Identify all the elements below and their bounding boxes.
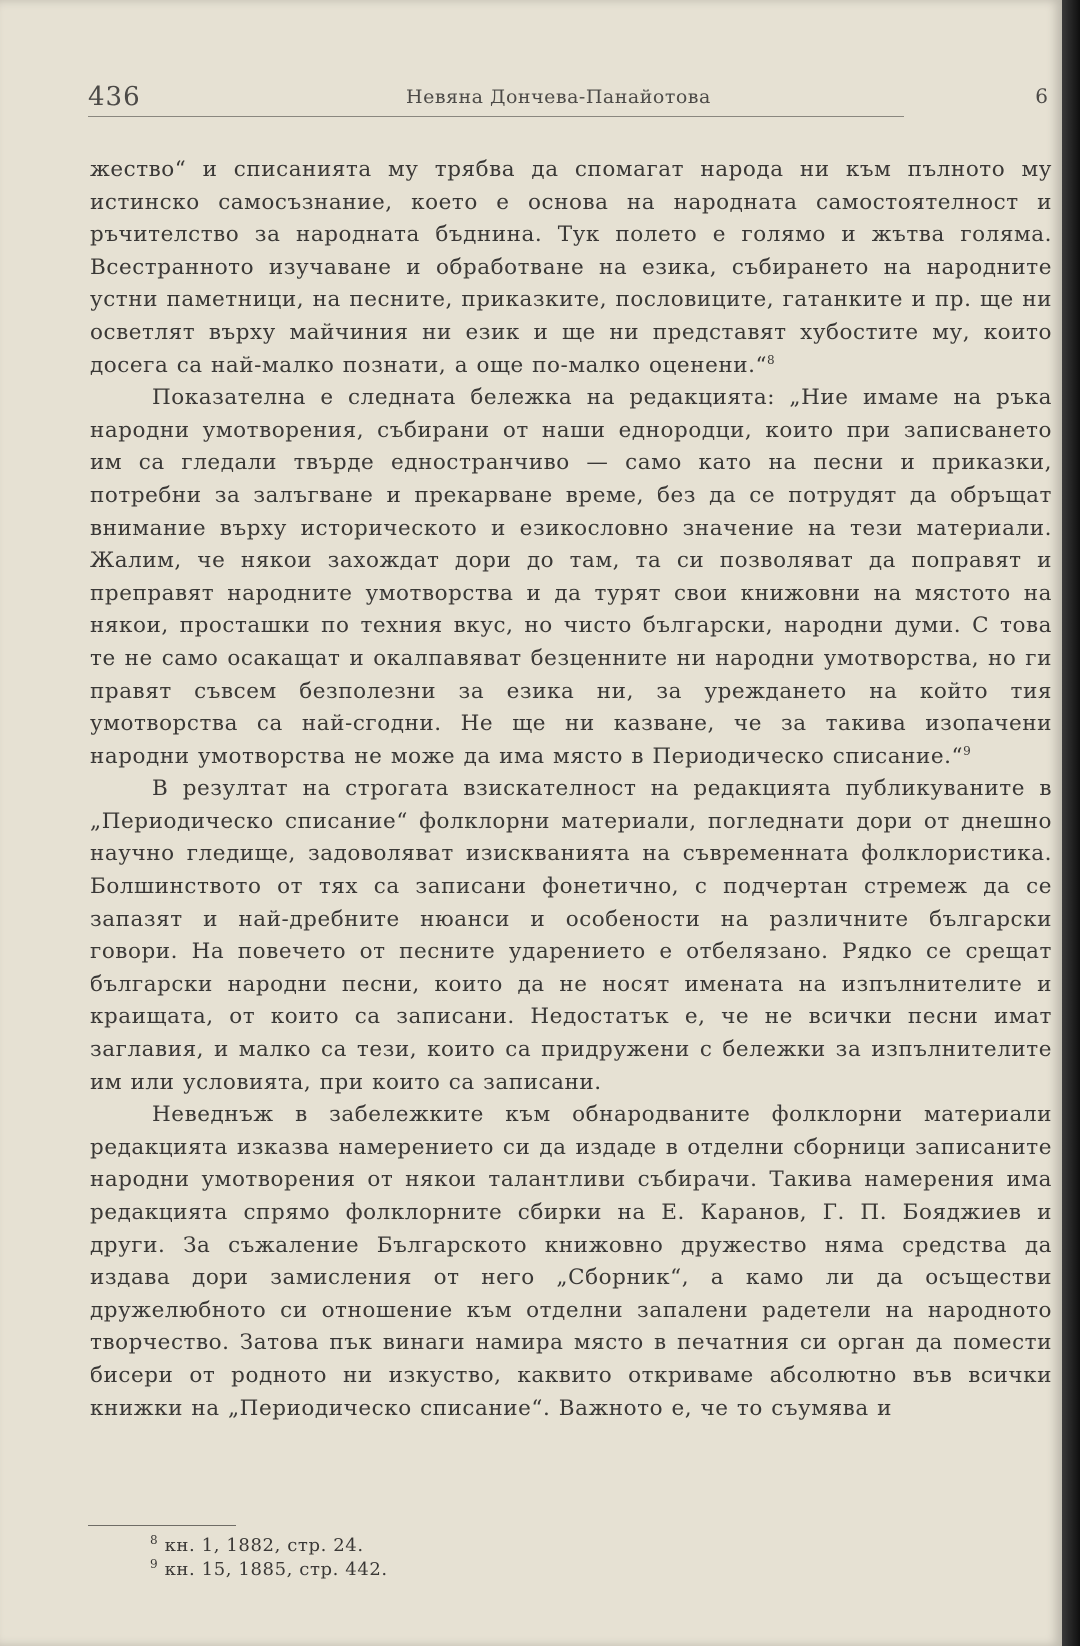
footnote-8 <box>150 1534 388 1558</box>
page-number: 436 <box>88 82 141 112</box>
header-rule <box>88 116 904 117</box>
footnote-9-text: кн. 15, 1885, стр. 442. <box>164 1559 388 1580</box>
paragraph-1-text: жество“ и списанията му трябва да спомагат народа ни към пълното му истинско самосъзнание, което е основа на народната самостоятелност и ръчителство за народната бъднина. Тук полето е голямо и жътва голяма. Всестранното изучаване и обработване на езика, събирането на народните устни паметници, на песните, приказките, пословиците, гатанките и пр. ще ни осветлят върху майчиния ни език и ще ни представят хубостите му, които досега са най-малко познати, а още по-малко оценени.“ <box>90 157 1052 378</box>
paragraph-4: Неведнъж в забележките към обнародваните фолклорни материали редакцията изказва намерението си да издаде в отделни сборници записаните народни умотворения от някои талантливи събирачи. Такива намерения има редакцията спрямо фолклорните сбирки на Е. Каранов, Г. П. Бояджиев и други. За съжаление Българското книжовно дружество няма средства да издава дори замисления от него „Сборник“, а камо ли да осъществи дружелюбното си отношение към отделни запалени радетели на народното творчество. Затова пък винаги намира място в печатния си орган да помести бисери от родното ни изкуство, каквито откриваме абсолютно във всички книжки на „Периодическо списание“. Важното е, че то съумява и <box>90 1102 1052 1421</box>
footnote-ref-8: 8 <box>767 352 776 367</box>
page-header <box>88 78 1048 118</box>
footnotes <box>150 1534 388 1582</box>
paragraph-2 <box>90 382 1052 773</box>
footnote-mark-9: 9 <box>150 1557 159 1571</box>
footnote-8-text: кн. 1, 1882, стр. 24. <box>164 1535 364 1556</box>
footnote-ref-9: 9 <box>963 743 972 758</box>
footnote-9 <box>150 1558 388 1582</box>
book-spine-edge <box>1062 0 1080 1646</box>
paragraph-3: В резултат на строгата взискателност на редакцията публикуваните в „Периодическо списание“ фолклорни материали, погледнати дори от днешно научно гледище, задоволяват изискванията на съвременната фолклористика. Болшинството от тях са записани фонетично, с подчертан стремеж да се запазят и най-дребните нюанси и особености на различните български говори. На повечето от песните ударението е отбелязано. Рядко се срещат български народни песни, които да не носят имената на изпълнителите и краищата, от които са записани. Недостатък е, че не всички песни имат заглавия, и малко са тези, които са придружени с бележки за изпълнителите им или условията, при които са записани. <box>90 776 1052 1095</box>
paragraph-1 <box>90 154 1052 382</box>
section-number: 6 <box>1035 84 1048 108</box>
running-head-author: Невяна Дончева-Панайотова <box>406 86 711 108</box>
paragraph-2-text: Показателна е следната бележка на редакцията: „Ние имаме на ръка народни умотворения, събирани от наши еднородци, които при записването им са гледали твърде едностранчиво — само като на песни и приказки, потребни за залъгване и прекарване време, без да се потрудят да обръщат внимание върху историческото и езикословно значение на тези материали. Жалим, че някои захождат дори до там, та си позволяват да поправят и преправят народните умотворства и да турят свои книжовни на мястото на някои, просташки по техния вкус, но чисто български, народни думи. С това те не само осакащат и окалпавяват безценните ни народни умотворства, но ги правят съвсем безполезни за езика ни, за уреждането на който тия умотворства са най-сгодни. Не ще ни казване, че за такива изопачени народни умотворства не може да има място в Периодическо списание.“ <box>90 385 1052 769</box>
footnote-rule <box>88 1525 236 1526</box>
body-text <box>90 154 1052 1425</box>
footnote-mark-8: 8 <box>150 1533 159 1547</box>
